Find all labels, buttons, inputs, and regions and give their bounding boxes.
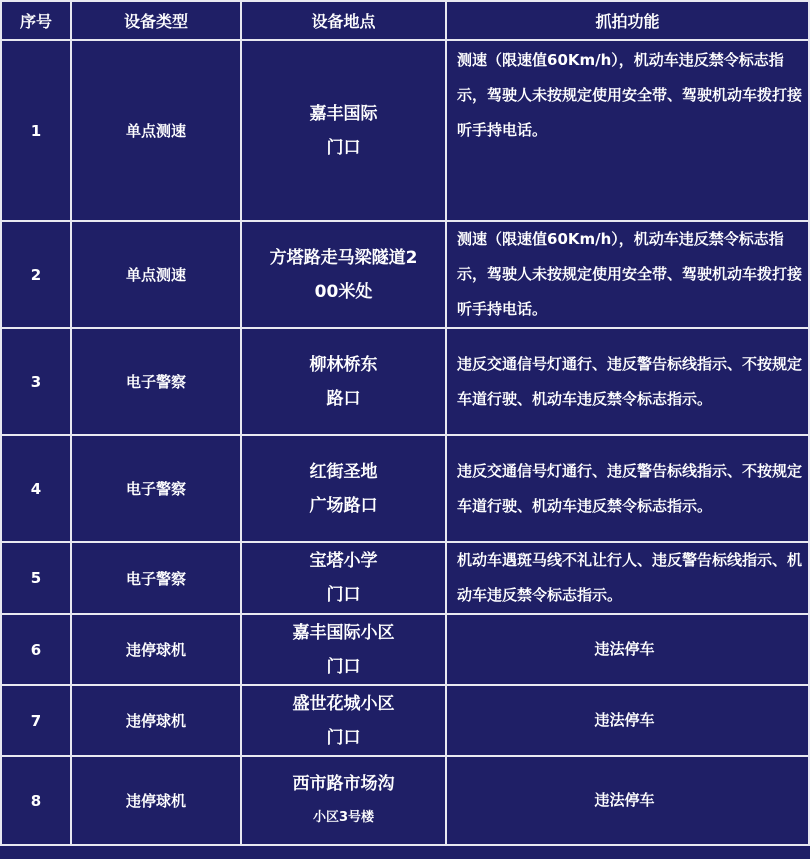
row-device-type: 电子警察 [71,435,241,542]
row-location [241,542,446,614]
row-location [241,435,446,542]
location-line-1: 红街圣地 [309,461,378,482]
location-line-2: 门口 [326,137,361,158]
row-capture-function: 违法停车 [446,614,809,685]
location-line-1: 柳林桥东 [309,354,378,375]
row-location [241,40,446,221]
row-no: 5 [1,542,71,614]
location-line-1: 嘉丰国际 [309,103,378,124]
row-no: 7 [1,685,71,756]
row-capture-function: 违法停车 [446,685,809,756]
table-row [1,328,809,435]
table-row [1,542,809,614]
row-no: 2 [1,221,71,328]
header-no: 序号 [1,1,71,40]
table-row [1,614,809,685]
row-capture-function: 测速（限速值60Km/h），机动车违反禁令标志指示，驾驶人未按规定使用安全带、驾驶机动车拨打接听手持电话。 [446,40,809,221]
table-row [1,685,809,756]
row-capture-function: 测速（限速值60Km/h），机动车违反禁令标志指示，驾驶人未按规定使用安全带、驾驶机动车拨打接听手持电话。 [446,221,809,328]
table-header-row [1,1,809,40]
table-row [1,435,809,542]
row-capture-function: 违反交通信号灯通行、违反警告标线指示、不按规定车道行驶、机动车违反禁令标志指示。 [446,435,809,542]
location-line-2: 门口 [326,656,361,677]
row-device-type: 电子警察 [71,328,241,435]
row-location [241,756,446,845]
row-capture-function: 违法停车 [446,756,809,845]
header-device-location: 设备地点 [241,1,446,40]
row-device-type: 单点测速 [71,221,241,328]
row-no: 6 [1,614,71,685]
header-capture-function: 抓拍功能 [446,1,809,40]
row-device-type: 电子警察 [71,542,241,614]
row-location [241,221,446,328]
location-line-2: 门口 [326,727,361,748]
row-location [241,685,446,756]
row-location [241,328,446,435]
row-device-type: 违停球机 [71,756,241,845]
location-line-1: 盛世花城小区 [292,693,395,714]
row-capture-function: 机动车遇斑马线不礼让行人、违反警告标线指示、机动车违反禁令标志指示。 [446,542,809,614]
location-line-2: 门口 [326,585,361,605]
location-line-1: 嘉丰国际小区 [292,622,395,643]
row-capture-function: 违反交通信号灯通行、违反警告标线指示、不按规定车道行驶、机动车违反禁令标志指示。 [446,328,809,435]
row-no: 3 [1,328,71,435]
location-line-1: 西市路市场沟 [292,773,395,794]
location-line-2: 广场路口 [309,495,378,516]
row-no: 8 [1,756,71,845]
location-line-2: 小区3号楼 [312,809,375,825]
row-location [241,614,446,685]
table-row [1,756,809,845]
table-row [1,40,809,221]
row-device-type: 单点测速 [71,40,241,221]
location-line-2: 00米处 [314,281,373,302]
header-device-type: 设备类型 [71,1,241,40]
row-device-type: 违停球机 [71,614,241,685]
location-line-2: 路口 [326,388,361,409]
location-line-1: 方塔路走马梁隧道2 [269,247,418,268]
row-no: 1 [1,40,71,221]
row-device-type: 违停球机 [71,685,241,756]
table-row [1,221,809,328]
location-line-1: 宝塔小学 [309,551,378,571]
row-no: 4 [1,435,71,542]
